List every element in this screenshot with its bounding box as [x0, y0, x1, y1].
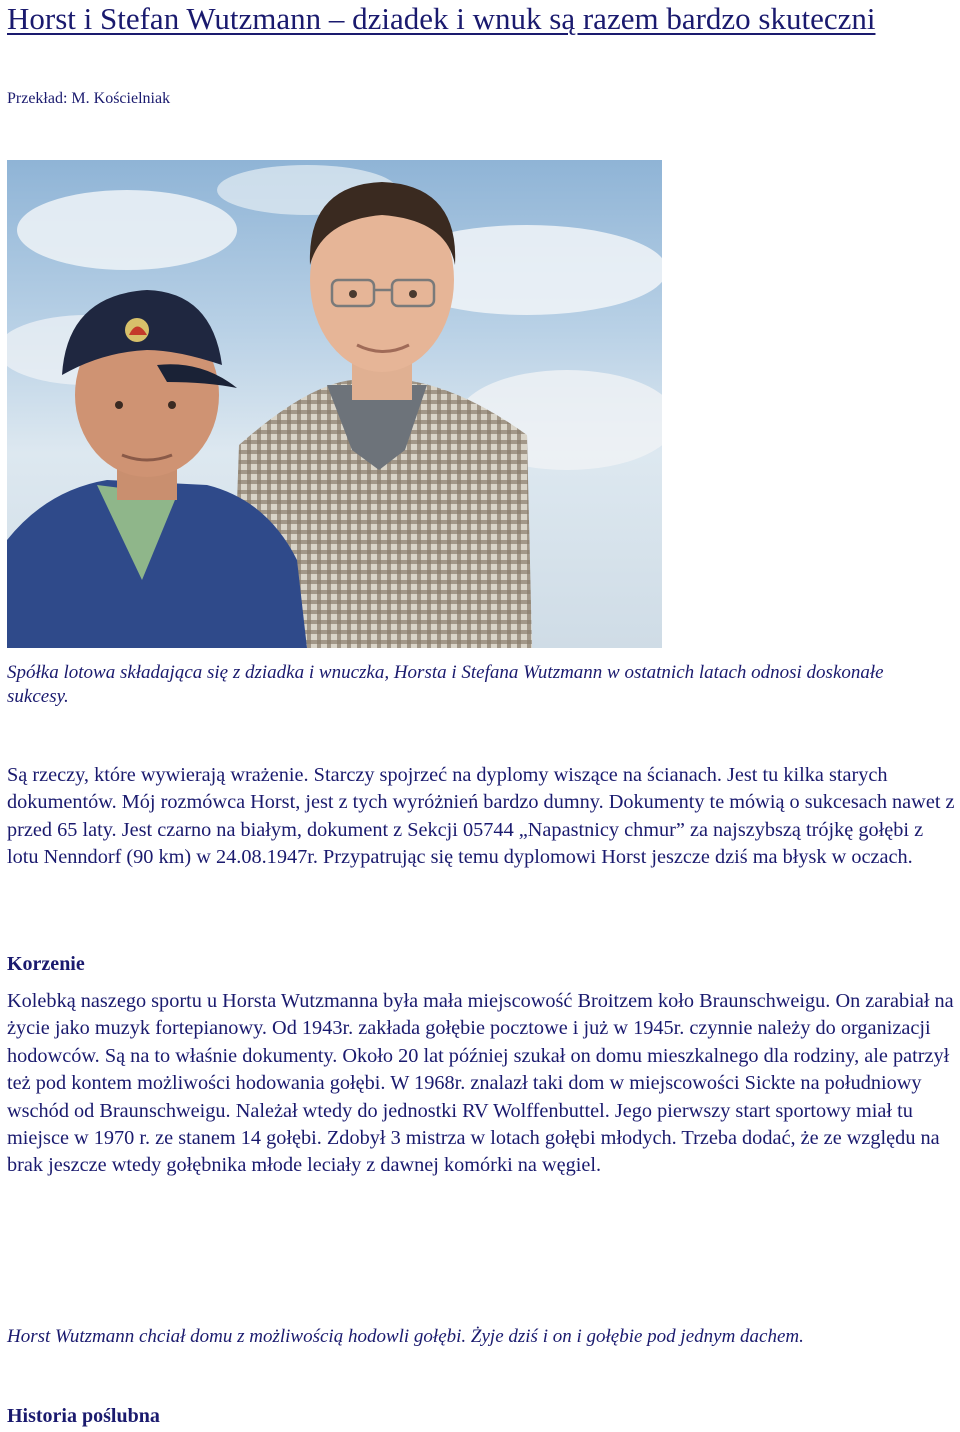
section-paragraph-korzenie: Kolebką naszego sportu u Horsta Wutzmanna była mała miejscowość Broitzem koło Braunschweigu. On zarabiał na życie jako muzyk fortepianowy. Od 1943r. zakłada gołębie pocztowe i już w 1945r. czynnie należy do organizacji hodowców. Są na to właśnie dokumenty. Około 20 lat później szukał on domu mieszkalnego dla rodziny, ale patrzył też pod kontem możliwości hodowania gołębi. W 1968r. znalazł taki dom w miejscowości Sickte na południowy wschód od Braunschweigu. Należał wtedy do jednostki RV Wolffenbuttel. Jego pierwszy start sportowy miał tu miejsce w 1970 r. ze stanem 14 gołębi. Zdobył 3 mistrza w lotach gołębi młodych. Trzeba dodać, że ze względu na brak jeszcze wtedy gołębnika młode leciały z dawnej komórki na węgiel. — [7, 990, 954, 1177]
second-caption: Horst Wutzmann chciał domu z możliwością hodowli gołębi. Żyje dziś i on i gołębie pod jednym dachem. — [7, 1326, 804, 1347]
translator-credit: Przekład: M. Kościelniak — [7, 90, 171, 107]
article-photo — [7, 160, 662, 648]
intro-paragraph: Są rzeczy, które wywierają wrażenie. Starczy spojrzeć na dyplomy wiszące na ścianach. Jest tu kilka starych dokumentów. Mój rozmówca Horst, jest z tych wyróżnień bardzo dumny. Dokumenty te mówią o sukcesach nawet z przed 65 laty. Jest czarno na białym, dokument z Sekcji 05744 „Napastnicy chmur” za najszybszą trójkę gołębi z lotu Nenndorf (90 km) w 24.08.1947r. Przypatrując się temu dyplomowi Horst jeszcze dziś ma błysk w oczach. — [7, 764, 955, 869]
photo-caption: Spółka lotowa składająca się z dziadka i wnuczka, Horsta i Stefana Wutzmann w ostatnich latach odnosi doskonałe sukcesy. — [7, 662, 884, 707]
article-title: Horst i Stefan Wutzmann – dziadek i wnuk są razem bardzo skuteczni — [7, 1, 876, 36]
section-heading-historia: Historia poślubna — [7, 1405, 160, 1427]
section-heading-korzenie: Korzenie — [7, 953, 85, 975]
